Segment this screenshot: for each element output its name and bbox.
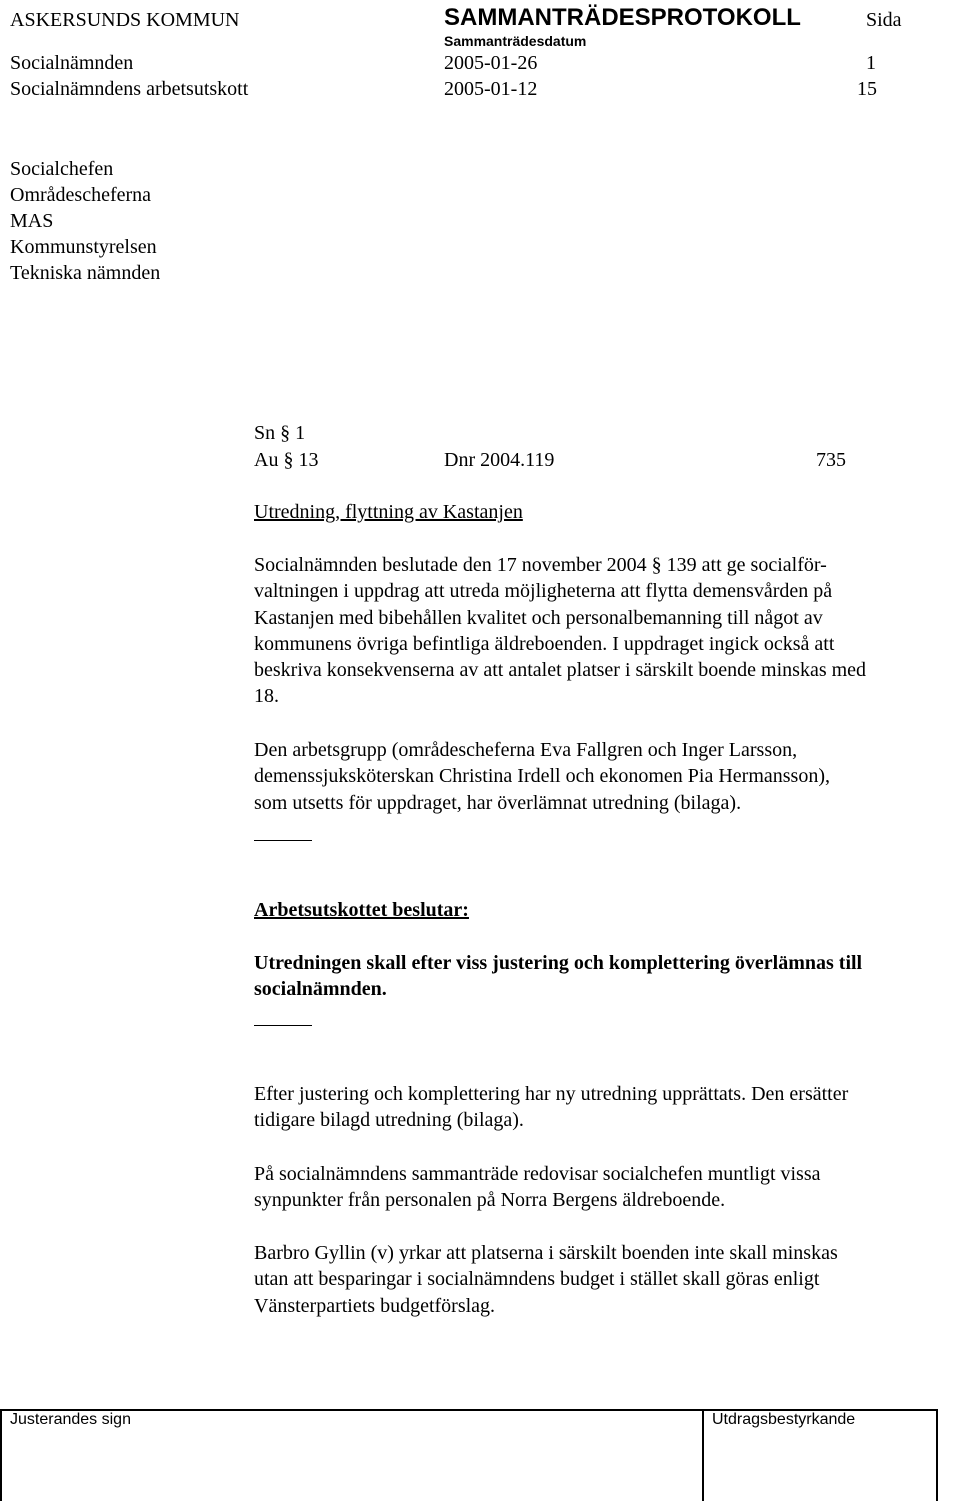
header-body-1: Socialnämnden [10, 52, 134, 74]
section-symbol: § [280, 422, 291, 444]
diary-number: Dnr 2004.119 [444, 449, 555, 471]
paragraph-line: beskriva konsekvenserna av att antalet platser i särskilt boende minskas med [254, 659, 867, 682]
separator-line [254, 840, 312, 841]
distribution-item: Kommunstyrelsen [10, 236, 157, 258]
paragraph-line: Kastanjen med bibehållen kvalitet och personalbemanning till något av [254, 606, 823, 629]
header-date-1: 2005-01-26 [444, 52, 538, 74]
document-title: SAMMANTRÄDESPROTOKOLL [444, 4, 801, 31]
distribution-item: Områdescheferna [10, 184, 152, 206]
signature-box-divider [702, 1409, 704, 1501]
decision-line: socialnämnden. [254, 978, 387, 1001]
distribution-item: Tekniska nämnden [10, 262, 161, 284]
decision-line: Utredningen skall efter viss justering och komplettering överlämnas till [254, 952, 863, 974]
paragraph-line: Den arbetsgrupp (områdescheferna Eva Fallgren och Inger Larsson, [254, 739, 798, 761]
meeting-date-label: Sammanträdesdatum [444, 33, 587, 49]
paragraph-revision [254, 1081, 960, 1134]
paragraph-line: tidigare bilagd utredning (bilaga). [254, 1109, 524, 1132]
paragraph-background [254, 552, 960, 710]
extract-certification-label: Utdragsbestyrkande [712, 1411, 856, 1428]
paragraph-line: 18. [254, 685, 279, 708]
paragraph-motion [254, 1240, 960, 1319]
paragraph-line: utan att besparingar i socialnämndens budget i stället skall göras enligt [254, 1268, 820, 1291]
header-page-1: 1 [866, 52, 876, 74]
header-page-2: 15 [857, 78, 877, 100]
paragraph-line: Vänsterpartiets budgetförslag. [254, 1294, 496, 1317]
section-symbol: § [283, 449, 294, 471]
paragraph-line: Efter justering och komplettering har ny utredning upprättats. Den ersätter [254, 1083, 849, 1105]
paragraph-line: som utsetts för uppdraget, har överlämnat utredning (bilaga). [254, 791, 742, 814]
paragraph-meeting-report [254, 1161, 960, 1214]
paragraph-line: synpunkter från personalen på Norra Bergens äldreboende. [254, 1189, 726, 1212]
municipality-name: ASKERSUNDS KOMMUN [10, 9, 240, 31]
paragraph-line: valtningen i uppdrag att utreda möjligheterna att flytta demensvården på [254, 580, 833, 603]
decision-heading: Arbetsutskottet beslutar: [254, 899, 469, 921]
paragraph-line: kommunens övriga befintliga äldreboenden. I uppdraget ingick också att [254, 632, 835, 655]
au-label: Au [254, 449, 279, 471]
paragraph-line: Socialnämnden beslutade den 17 november 2004 § 139 att ge socialför- [254, 554, 827, 576]
header-date-2: 2005-01-12 [444, 78, 538, 100]
paragraph-working-group [254, 737, 960, 816]
au-reference [254, 447, 318, 473]
sn-reference [254, 420, 305, 446]
distribution-item: Socialchefen [10, 158, 114, 180]
paragraph-line: Barbro Gyllin (v) yrkar att platserna i särskilt boenden inte skall minskas [254, 1242, 838, 1264]
subject-heading: Utredning, flyttning av Kastanjen [254, 501, 523, 523]
adjuster-signature-label: Justerandes sign [10, 1411, 131, 1428]
paragraph-line: demenssjuksköterskan Christina Irdell och ekonomen Pia Hermansson), [254, 765, 830, 788]
page-label: Sida [866, 9, 902, 31]
sn-number: 1 [295, 422, 306, 444]
au-number: 13 [298, 449, 319, 471]
decision-text [254, 950, 960, 1003]
header-body-2: Socialnämndens arbetsutskott [10, 78, 249, 100]
paragraph-line: På socialnämndens sammanträde redovisar socialchefen muntligt vissa [254, 1163, 821, 1185]
distribution-item: MAS [10, 210, 54, 232]
archive-code: 735 [816, 449, 846, 471]
sn-label: Sn [254, 422, 276, 444]
separator-line [254, 1025, 312, 1026]
